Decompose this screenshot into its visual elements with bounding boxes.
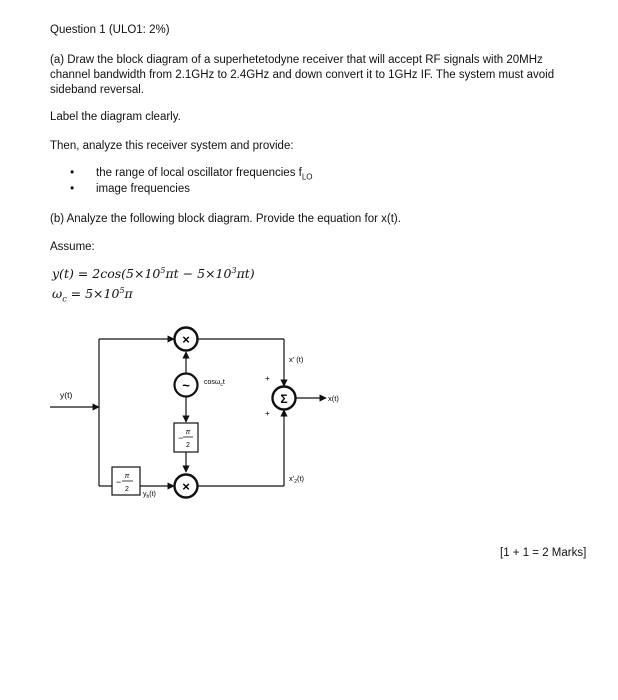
plus-sign-top: + (265, 374, 270, 383)
part-b-text: (b) Analyze the following block diagram. Provide the equation for x(t). (50, 213, 401, 225)
svg-text:2: 2 (186, 442, 190, 449)
plus-sign-bottom: + (265, 409, 270, 418)
svg-text:−: − (116, 477, 122, 487)
top-multiplier (175, 328, 198, 351)
output-label: x(t) (328, 394, 339, 403)
marks-label: [1 + 1 = 2 Marks] (500, 547, 587, 559)
part-a-text: (a) Draw the block diagram of a superhetetodyne receiver that will accept RF signals with 20MHz channel bandwidth from 2.1GHz to 2.4GHz and down convert it to 1GHz IF. The system must avoid sideband reversal. (50, 54, 555, 96)
svg-text:2: 2 (125, 486, 129, 493)
analyze-instruction: Then, analyze this receiver system and provide: (50, 140, 294, 152)
label-instruction: Label the diagram clearly. (50, 111, 181, 123)
svg-text:−: − (178, 433, 184, 443)
bullet-item-image: image frequencies (96, 183, 190, 195)
yh-label: $y_h(t)$ (143, 491, 156, 500)
equation-wc: $\omega_c = 5\times 10^5\pi$ (52, 286, 133, 304)
summer (273, 387, 296, 410)
bottom-branch-label: $x'_2(t)$ (289, 474, 305, 485)
phase-shifter-middle (174, 423, 198, 452)
input-label: y(t) (60, 390, 73, 400)
assume-label: Assume: (50, 241, 95, 253)
svg-text:π: π (124, 473, 130, 480)
oscillator (175, 374, 198, 397)
bottom-multiplier (175, 475, 198, 498)
svg-text:π: π (185, 429, 191, 436)
top-branch-label: x' (t) (289, 355, 304, 364)
bullet-item-lo-range: the range of local oscillator frequencies $f_{LO}$ (96, 167, 313, 182)
svg-text:×: × (182, 479, 190, 494)
phase-shifter-bottom (112, 467, 140, 495)
page-title: Question 1 (ULO1: 2%) (50, 24, 170, 36)
equation-y: $y(t) = 2\cos(5\times 10^5\pi t - 5\times 10^3\pi t)$ (52, 266, 255, 282)
svg-text:Σ: Σ (280, 392, 288, 406)
svg-text:~: ~ (182, 378, 190, 393)
bullet-dot: • (70, 181, 75, 195)
bullet-dot: • (70, 165, 75, 179)
svg-text:×: × (182, 332, 190, 347)
oscillator-label: cosω$_c$t (204, 379, 225, 388)
